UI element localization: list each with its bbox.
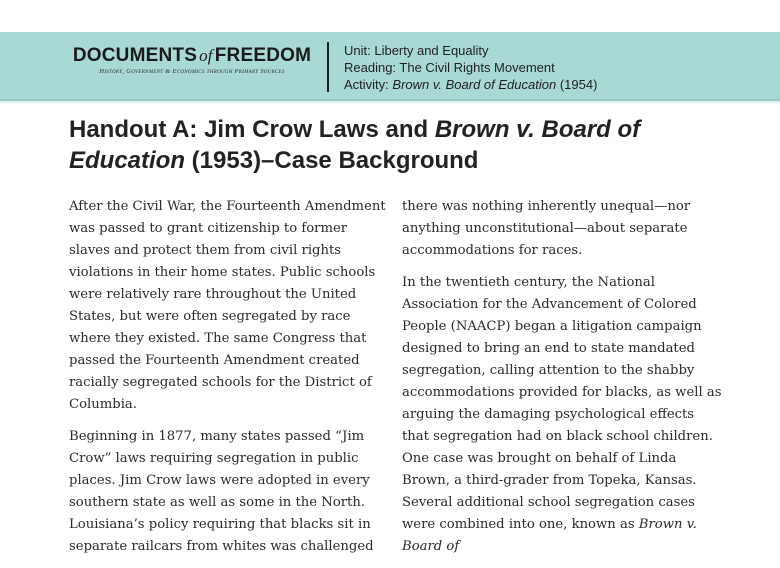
unit-info xyxy=(344,42,597,93)
title-case-name: Brown v. Board of Education xyxy=(69,116,641,174)
paragraph-text: In the twentieth century, the National Association for the Advancement of Colored People (NAACP) began a litigation campaign designed to bring an end to state mandated segregation, calling attention to the shabby accommodations provided for blacks, as well as arguing the damaging psychological effects that segregation had on black school children. One case was brought on behalf of Linda Brown, a third-grader from Topeka, Kansas. Several additional school segregation cases were combined into one, known as xyxy=(402,275,722,532)
logo-tagline: History, Government & Economics through Primary Sources xyxy=(99,68,285,75)
paragraph: Beginning in 1877, many states passed “Jim Crow” laws requiring segregation in public places. Jim Crow laws were adopted in every southern state as well as some in the North. Louisiana’s policy requiring that blacks sit in separate railcars from whites was challenged xyxy=(69,429,374,554)
logo-word-of: of xyxy=(199,46,213,65)
activity-year: (1954) xyxy=(556,77,598,92)
activity-case-name: Brown v. Board of Education xyxy=(392,77,557,92)
left-column xyxy=(69,196,389,568)
paragraph xyxy=(402,272,722,558)
header-divider xyxy=(327,42,329,92)
logo-word-freedom: FREEDOM xyxy=(214,45,312,66)
activity-line xyxy=(344,76,597,93)
logo-wordmark xyxy=(72,45,312,67)
activity-label: Activity: xyxy=(344,77,393,92)
right-column xyxy=(402,196,722,568)
title-part-1: Handout A: Jim Crow Laws and xyxy=(69,116,435,143)
header-banner xyxy=(0,32,780,101)
paragraph: After the Civil War, the Fourteenth Amendment was passed to grant citizenship to former slaves and protect them from civil rights violations in their home states. Public schools were relatively rare throughout the United States, but were often segregated by race where they existed. The same Congress that passed the Fourteenth Amendment created racially segregated schools for the District of Columbia. xyxy=(69,199,386,412)
case-name-italic: Brown v. Board of xyxy=(402,517,697,554)
reading-line: Reading: The Civil Rights Movement xyxy=(344,60,555,75)
handout-title xyxy=(69,114,689,176)
unit-line: Unit: Liberty and Equality xyxy=(344,43,489,58)
logo-word-documents: DOCUMENTS xyxy=(72,45,198,66)
title-part-3: (1953)–Case Background xyxy=(185,147,479,174)
paragraph: there was nothing inherently unequal—nor anything unconstitutional—about separate accommodations for races. xyxy=(402,199,691,258)
documents-of-freedom-logo[interactable] xyxy=(72,45,312,75)
